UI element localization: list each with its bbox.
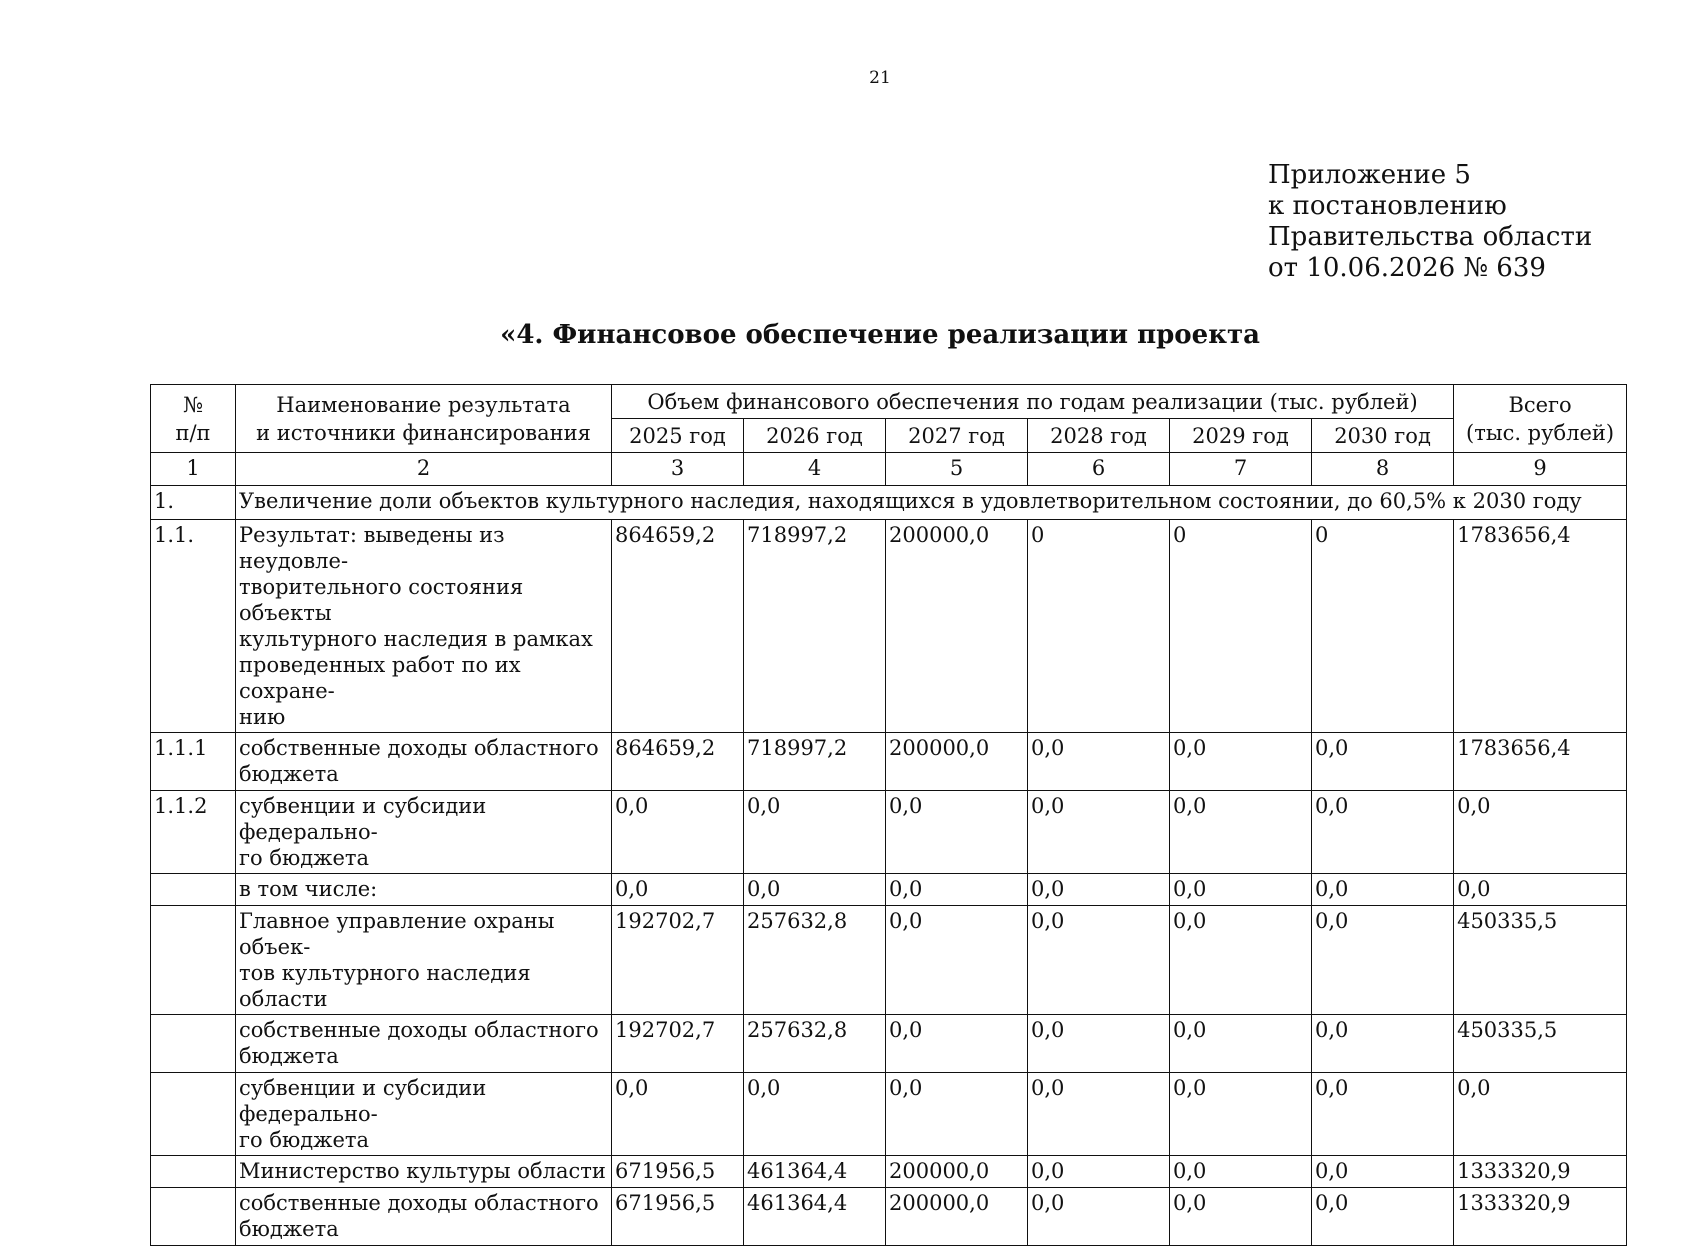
row-value: 0,0 <box>1170 1073 1312 1156</box>
row-number <box>151 1073 236 1156</box>
row-value: 0,0 <box>1312 791 1454 874</box>
row-number: 1.1.1 <box>151 733 236 791</box>
column-number: 6 <box>1028 453 1170 486</box>
row-value: 671956,5 <box>612 1156 744 1188</box>
row-value: 0,0 <box>1170 1188 1312 1246</box>
row-total: 0,0 <box>1454 791 1627 874</box>
row-value: 0,0 <box>1028 1156 1170 1188</box>
column-number: 8 <box>1312 453 1454 486</box>
row-value: 0,0 <box>612 1073 744 1156</box>
header-year: 2028 год <box>1028 419 1170 453</box>
row-total: 0,0 <box>1454 874 1627 906</box>
row-name: Главное управление охраны объек- тов культурного наследия области <box>236 906 612 1015</box>
row-value: 0,0 <box>1028 733 1170 791</box>
header-year: 2026 год <box>744 419 886 453</box>
table-row <box>151 791 1627 874</box>
row-value: 0,0 <box>1312 733 1454 791</box>
section-number: 1. <box>151 486 236 520</box>
row-value: 0,0 <box>1170 906 1312 1015</box>
row-name: собственные доходы областного бюджета <box>236 1188 612 1246</box>
row-value: 0,0 <box>1028 906 1170 1015</box>
row-value: 200000,0 <box>886 520 1028 733</box>
appendix-line-3: Правительства области <box>1268 222 1593 252</box>
row-value: 192702,7 <box>612 906 744 1015</box>
column-number: 4 <box>744 453 886 486</box>
row-total: 1333320,9 <box>1454 1156 1627 1188</box>
row-total: 450335,5 <box>1454 906 1627 1015</box>
appendix-note <box>1268 160 1592 284</box>
row-value: 0,0 <box>1028 1188 1170 1246</box>
appendix-line-2: к постановлению <box>1268 191 1507 221</box>
row-value: 0,0 <box>1312 1073 1454 1156</box>
table-row <box>151 1015 1627 1073</box>
row-value: 718997,2 <box>744 733 886 791</box>
row-name: собственные доходы областного бюджета <box>236 1015 612 1073</box>
financing-table <box>150 384 1627 1246</box>
row-number <box>151 1156 236 1188</box>
row-value: 0,0 <box>886 906 1028 1015</box>
table-row <box>151 1188 1627 1246</box>
row-value: 0,0 <box>1312 1188 1454 1246</box>
row-value: 0,0 <box>1312 1015 1454 1073</box>
row-value: 200000,0 <box>886 1156 1028 1188</box>
row-total: 0,0 <box>1454 1073 1627 1156</box>
column-number: 5 <box>886 453 1028 486</box>
row-value: 0,0 <box>1028 791 1170 874</box>
section-title: Увеличение доли объектов культурного наследия, находящихся в удовлетворительном состоянии, до 60,5% к 2030 году <box>236 486 1627 520</box>
row-name: Министерство культуры области <box>236 1156 612 1188</box>
table-row <box>151 1073 1627 1156</box>
row-value: 671956,5 <box>612 1188 744 1246</box>
section-row <box>151 486 1627 520</box>
column-number: 1 <box>151 453 236 486</box>
row-value: 461364,4 <box>744 1156 886 1188</box>
header-year: 2030 год <box>1312 419 1454 453</box>
row-name: в том числе: <box>236 874 612 906</box>
row-number <box>151 906 236 1015</box>
row-value: 0 <box>1312 520 1454 733</box>
table-row <box>151 733 1627 791</box>
row-value: 0,0 <box>1170 1156 1312 1188</box>
row-number <box>151 874 236 906</box>
row-value: 0,0 <box>1028 1073 1170 1156</box>
column-number: 9 <box>1454 453 1627 486</box>
row-value: 0,0 <box>1312 1156 1454 1188</box>
row-value: 200000,0 <box>886 733 1028 791</box>
row-value: 0,0 <box>744 874 886 906</box>
row-value: 257632,8 <box>744 1015 886 1073</box>
row-number: 1.1.2 <box>151 791 236 874</box>
row-number <box>151 1015 236 1073</box>
row-value: 0,0 <box>886 1073 1028 1156</box>
table-row <box>151 906 1627 1015</box>
row-name: субвенции и субсидии федерально- го бюджета <box>236 791 612 874</box>
row-name: Результат: выведены из неудовле- творительного состояния объекты культурного наследия в рамках проведенных работ по их сохране- нию <box>236 520 612 733</box>
row-value: 0,0 <box>1170 791 1312 874</box>
row-name: собственные доходы областного бюджета <box>236 733 612 791</box>
row-value: 864659,2 <box>612 520 744 733</box>
row-value: 0,0 <box>1028 874 1170 906</box>
table-row <box>151 874 1627 906</box>
row-value: 0,0 <box>1312 906 1454 1015</box>
column-number: 2 <box>236 453 612 486</box>
row-value: 200000,0 <box>886 1188 1028 1246</box>
row-value: 0,0 <box>886 791 1028 874</box>
row-value: 0,0 <box>612 874 744 906</box>
row-value: 257632,8 <box>744 906 886 1015</box>
table-row <box>151 520 1627 733</box>
row-value: 718997,2 <box>744 520 886 733</box>
column-number: 7 <box>1170 453 1312 486</box>
row-value: 864659,2 <box>612 733 744 791</box>
appendix-line-4: от 10.06.2026 № 639 <box>1268 253 1546 283</box>
row-value: 0 <box>1170 520 1312 733</box>
header-total: Всего (тыс. рублей) <box>1454 385 1627 453</box>
row-total: 1333320,9 <box>1454 1188 1627 1246</box>
row-value: 0,0 <box>886 874 1028 906</box>
row-number <box>151 1188 236 1246</box>
column-number: 3 <box>612 453 744 486</box>
row-name: субвенции и субсидии федерально- го бюджета <box>236 1073 612 1156</box>
row-total: 1783656,4 <box>1454 520 1627 733</box>
row-value: 0,0 <box>1028 1015 1170 1073</box>
row-value: 0,0 <box>886 1015 1028 1073</box>
row-total: 450335,5 <box>1454 1015 1627 1073</box>
table-row <box>151 1156 1627 1188</box>
column-numbers-row <box>151 453 1627 486</box>
row-value: 0,0 <box>744 1073 886 1156</box>
row-value: 0,0 <box>744 791 886 874</box>
table-body <box>151 486 1627 1246</box>
row-value: 0,0 <box>1170 1015 1312 1073</box>
document-title: «4. Финансовое обеспечение реализации проекта <box>500 320 1260 350</box>
page-number: 21 <box>869 68 891 88</box>
table-header <box>151 385 1627 486</box>
header-year: 2029 год <box>1170 419 1312 453</box>
row-value: 0,0 <box>612 791 744 874</box>
header-year: 2027 год <box>886 419 1028 453</box>
row-value: 0,0 <box>1312 874 1454 906</box>
row-total: 1783656,4 <box>1454 733 1627 791</box>
header-year: 2025 год <box>612 419 744 453</box>
row-value: 0,0 <box>1170 733 1312 791</box>
appendix-line-1: Приложение 5 <box>1268 160 1471 190</box>
row-value: 0,0 <box>1170 874 1312 906</box>
row-value: 192702,7 <box>612 1015 744 1073</box>
row-number: 1.1. <box>151 520 236 733</box>
row-value: 461364,4 <box>744 1188 886 1246</box>
header-number: № п/п <box>151 385 236 453</box>
header-volume: Объем финансового обеспечения по годам реализации (тыс. рублей) <box>612 385 1454 419</box>
row-value: 0 <box>1028 520 1170 733</box>
header-name: Наименование результата и источники финансирования <box>236 385 612 453</box>
